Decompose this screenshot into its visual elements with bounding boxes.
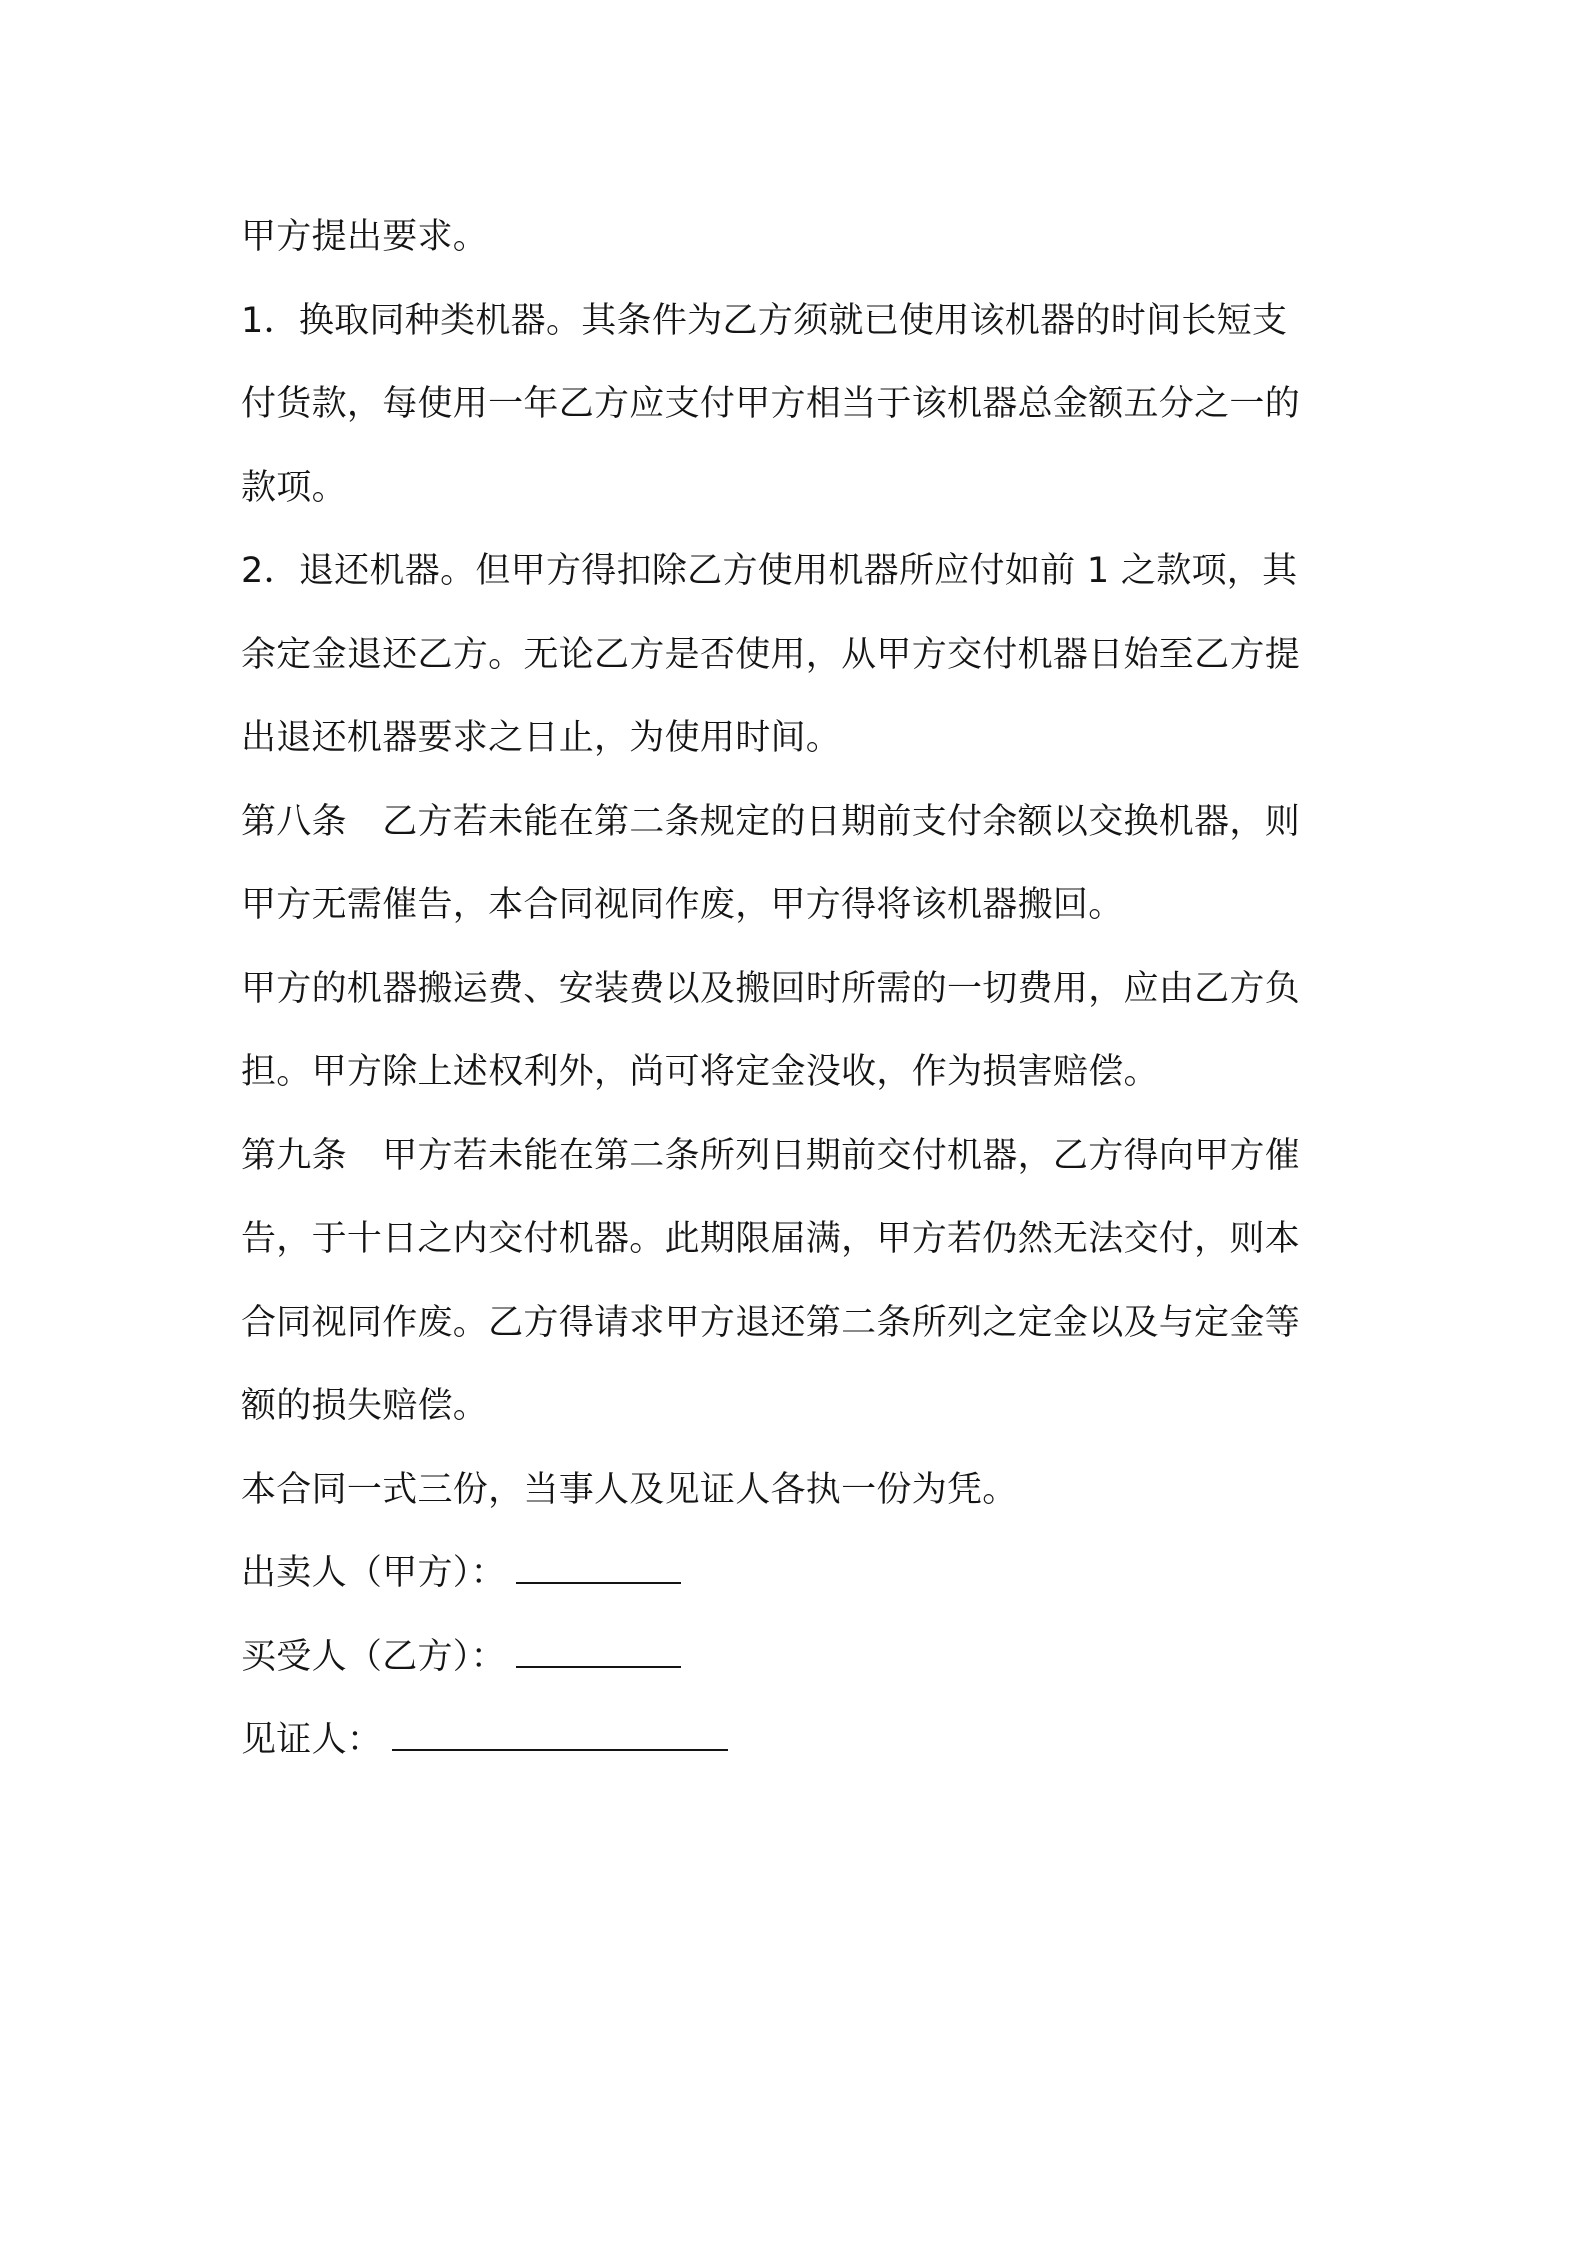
paragraph-line: 出退还机器要求之日止，为使用时间。 (241, 718, 842, 758)
paragraph-line: 余定金退还乙方。无论乙方是否使用，从甲方交付机器日始至乙方提 (241, 634, 1301, 675)
witness-label: 见证人： (241, 1720, 383, 1760)
buyer-signature-blank[interactable] (516, 1640, 681, 1668)
copies-statement: 本合同一式三份，当事人及见证人各执一份为凭。 (241, 1469, 1018, 1510)
paragraph-line: 付货款，每使用一年乙方应支付甲方相当于该机器总金额五分之一的 (241, 384, 1301, 424)
witness-signature-blank[interactable] (392, 1723, 728, 1751)
paragraph-line: 2．退还机器。但甲方得扣除乙方使用机器所应付如前 1 之款项，其 (241, 551, 1298, 591)
seller-label: 出卖人（甲方）： (241, 1553, 506, 1593)
contract-body (241, 196, 1356, 1783)
paragraph-line: 担。甲方除上述权利外，尚可将定金没收，作为损害赔偿。 (241, 1052, 1159, 1092)
seller-signature-row (241, 1532, 1356, 1616)
paragraph-line: 额的损失赔偿。 (241, 1386, 489, 1426)
paragraph-line: 甲方的机器搬运费、安装费以及搬回时所需的一切费用，应由乙方负 (241, 968, 1301, 1009)
paragraph-line: 款项。 (241, 467, 347, 508)
paragraph-line: 1．换取同种类机器。其条件为乙方须就已使用该机器的时间长短支 (241, 300, 1288, 341)
article-8-line: 第八条 乙方若未能在第二条规定的日期前支付余额以交换机器，则 (241, 801, 1301, 842)
witness-signature-row (241, 1699, 1356, 1783)
paragraph-line: 告，于十日之内交付机器。此期限届满，甲方若仍然无法交付，则本 (241, 1219, 1301, 1259)
buyer-label: 买受人（乙方）： (241, 1636, 506, 1677)
buyer-signature-row (241, 1616, 1356, 1700)
seller-signature-blank[interactable] (516, 1556, 681, 1584)
paragraph-line: 合同视同作废。乙方得请求甲方退还第二条所列之定金以及与定金等 (241, 1302, 1301, 1343)
paragraph-line: 甲方提出要求。 (241, 217, 489, 257)
article-9-line: 第九条 甲方若未能在第二条所列日期前交付机器，乙方得向甲方催 (241, 1135, 1301, 1176)
paragraph-line: 甲方无需催告，本合同视同作废，甲方得将该机器搬回。 (241, 885, 1124, 925)
